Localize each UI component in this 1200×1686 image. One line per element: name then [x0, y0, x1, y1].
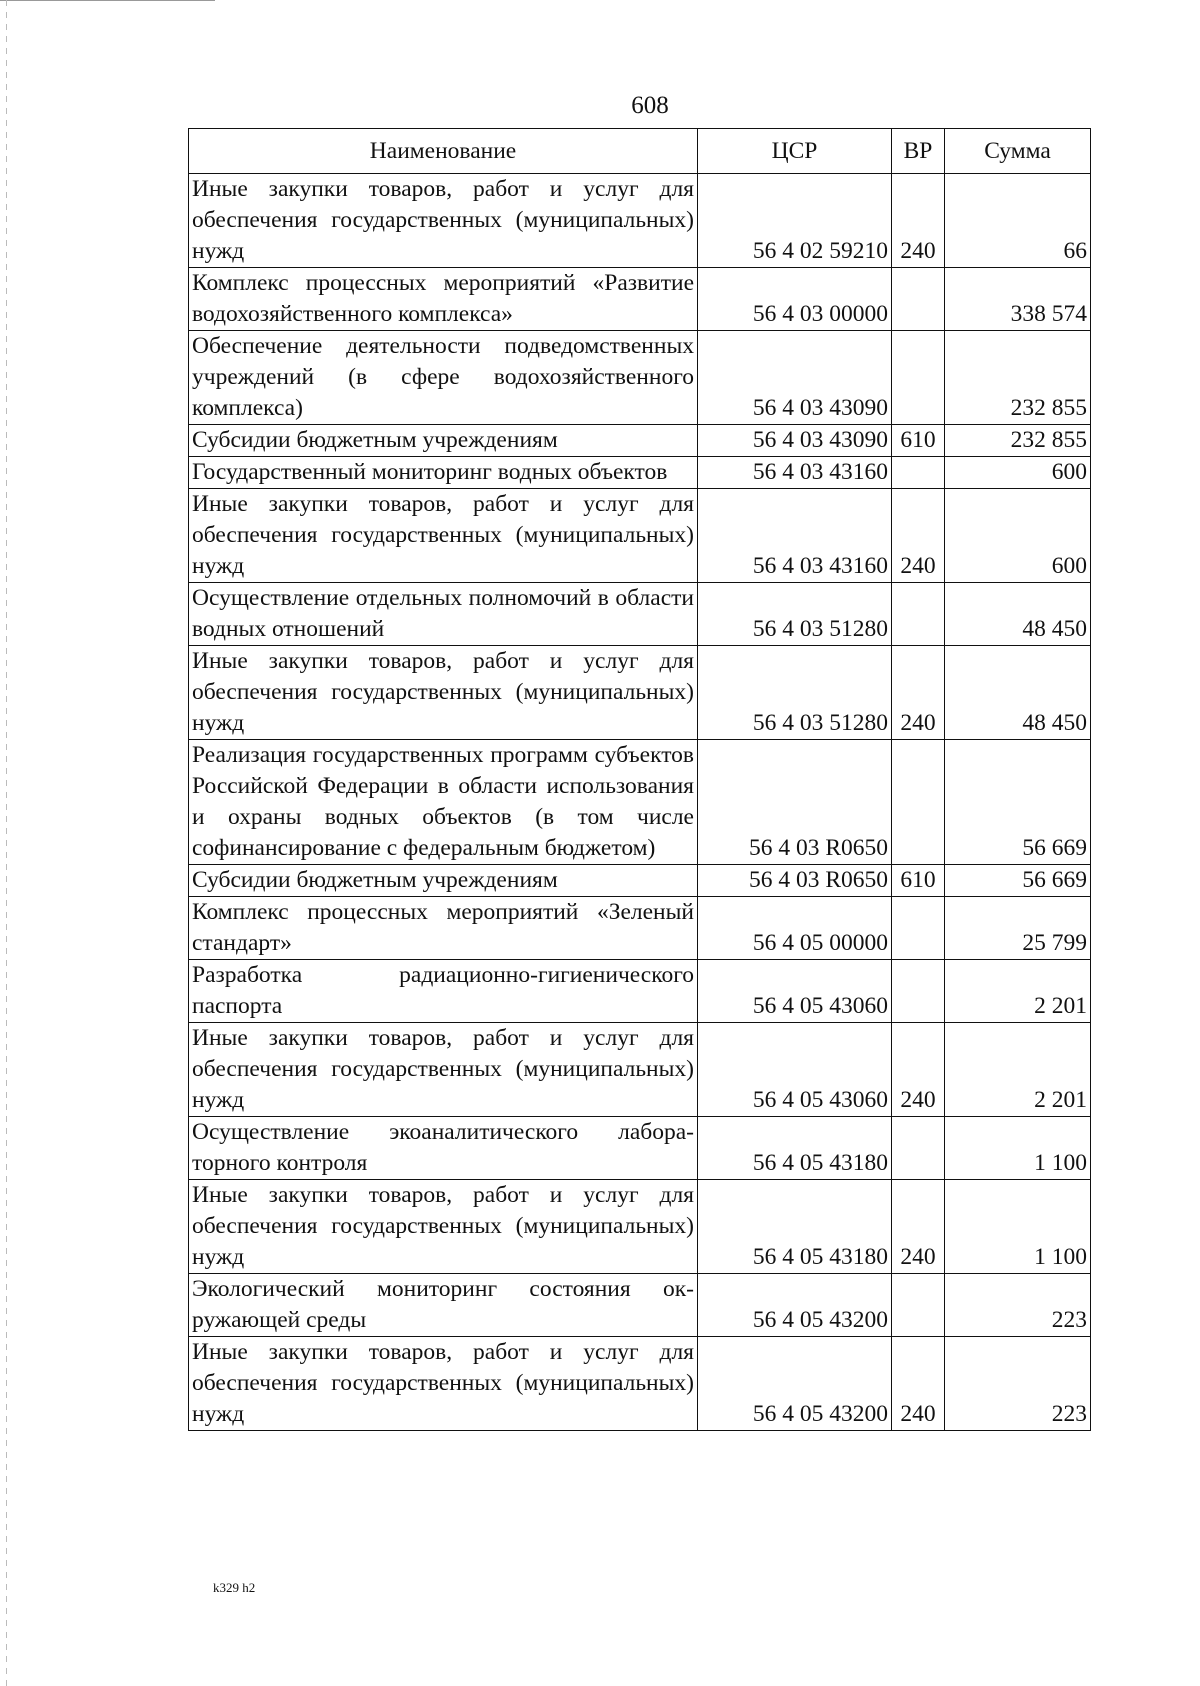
cell-vr — [892, 960, 945, 1023]
cell-sum: 2 201 — [945, 1023, 1091, 1117]
cell-name: Осуществление отдельных полномочий в области водных отношений — [189, 583, 698, 646]
cell-csr: 56 4 02 59210 — [698, 174, 892, 268]
cell-csr: 56 4 03 R0650 — [698, 865, 892, 897]
budget-table — [188, 128, 1091, 1431]
cell-csr: 56 4 03 43090 — [698, 331, 892, 425]
cell-csr: 56 4 03 R0650 — [698, 740, 892, 865]
cell-csr: 56 4 03 51280 — [698, 646, 892, 740]
cell-name: Разработка радиационно-гигиенического паспорта — [189, 960, 698, 1023]
cell-sum: 56 669 — [945, 740, 1091, 865]
table-row — [189, 425, 1091, 457]
table-row — [189, 1117, 1091, 1180]
table-row — [189, 1274, 1091, 1337]
table-body — [189, 174, 1091, 1431]
cell-name: Иные закупки товаров, работ и услуг для обеспечения государственных (муниципальных) нужд — [189, 1023, 698, 1117]
cell-name: Субсидии бюджетным учреждениям — [189, 425, 698, 457]
cell-name: Комплекс процессных мероприятий «Развитие водохозяйственного комплекса» — [189, 268, 698, 331]
cell-vr — [892, 457, 945, 489]
table-row — [189, 646, 1091, 740]
cell-sum: 1 100 — [945, 1180, 1091, 1274]
cell-vr — [892, 740, 945, 865]
header-name: Наименование — [189, 129, 698, 174]
cell-sum: 2 201 — [945, 960, 1091, 1023]
cell-csr: 56 4 03 43160 — [698, 457, 892, 489]
table-row — [189, 897, 1091, 960]
footer-code: k329 h2 — [213, 1580, 256, 1595]
cell-vr: 240 — [892, 174, 945, 268]
cell-vr: 240 — [892, 646, 945, 740]
cell-vr: 240 — [892, 1337, 945, 1431]
cell-vr — [892, 331, 945, 425]
cell-sum: 338 574 — [945, 268, 1091, 331]
cell-sum: 232 855 — [945, 425, 1091, 457]
cell-vr — [892, 897, 945, 960]
table-row — [189, 1337, 1091, 1431]
table-row — [189, 960, 1091, 1023]
cell-vr — [892, 1274, 945, 1337]
cell-sum: 232 855 — [945, 331, 1091, 425]
header-row — [189, 129, 1091, 174]
cell-sum: 600 — [945, 457, 1091, 489]
cell-vr: 240 — [892, 1023, 945, 1117]
cell-vr — [892, 268, 945, 331]
cell-sum: 66 — [945, 174, 1091, 268]
table-row — [189, 1180, 1091, 1274]
header-csr: ЦСР — [698, 129, 892, 174]
cell-name: Обеспечение деятельности подведомственных учреждений (в сфере водохозяйственного комплекса) — [189, 331, 698, 425]
cell-csr: 56 4 05 43060 — [698, 1023, 892, 1117]
cell-csr: 56 4 03 00000 — [698, 268, 892, 331]
table-row — [189, 740, 1091, 865]
cell-name: Комплекс процессных мероприятий «Зеленый стандарт» — [189, 897, 698, 960]
table-row — [189, 268, 1091, 331]
cell-csr: 56 4 05 43200 — [698, 1274, 892, 1337]
cell-name: Экологический мониторинг состояния окружающей среды — [189, 1274, 698, 1337]
cell-sum: 223 — [945, 1337, 1091, 1431]
cell-csr: 56 4 05 43060 — [698, 960, 892, 1023]
table-row — [189, 1023, 1091, 1117]
cell-vr — [892, 583, 945, 646]
cell-sum: 600 — [945, 489, 1091, 583]
cell-name: Иные закупки товаров, работ и услуг для обеспечения государственных (муниципальных) нужд — [189, 1180, 698, 1274]
cell-sum: 1 100 — [945, 1117, 1091, 1180]
cell-name: Иные закупки товаров, работ и услуг для обеспечения государственных (муниципальных) нужд — [189, 1337, 698, 1431]
cell-vr — [892, 1117, 945, 1180]
cell-name: Реализация государственных программ субъектов Российской Федерации в области использования и охраны водных объектов (в том числе софинансирование с федеральным бюджетом) — [189, 740, 698, 865]
cell-name: Осуществление экоаналитического лабораторного контроля — [189, 1117, 698, 1180]
table-row — [189, 489, 1091, 583]
cell-csr: 56 4 03 43160 — [698, 489, 892, 583]
table-row — [189, 865, 1091, 897]
budget-table-container — [188, 128, 1091, 1431]
cell-csr: 56 4 03 43090 — [698, 425, 892, 457]
cell-csr: 56 4 05 43180 — [698, 1117, 892, 1180]
cell-csr: 56 4 03 51280 — [698, 583, 892, 646]
cell-vr: 610 — [892, 865, 945, 897]
header-vr: ВР — [892, 129, 945, 174]
table-row — [189, 457, 1091, 489]
cell-vr: 240 — [892, 489, 945, 583]
cell-name: Иные закупки товаров, работ и услуг для обеспечения государственных (муниципальных) нужд — [189, 646, 698, 740]
cell-vr: 610 — [892, 425, 945, 457]
cell-sum: 25 799 — [945, 897, 1091, 960]
cell-csr: 56 4 05 43180 — [698, 1180, 892, 1274]
table-row — [189, 331, 1091, 425]
table-row — [189, 583, 1091, 646]
cell-name: Иные закупки товаров, работ и услуг для обеспечения государственных (муниципальных) нужд — [189, 174, 698, 268]
table-header — [189, 129, 1091, 174]
cell-csr: 56 4 05 43200 — [698, 1337, 892, 1431]
cell-sum: 48 450 — [945, 583, 1091, 646]
scan-margin-line — [6, 0, 7, 1686]
page-number: 608 — [631, 92, 669, 119]
cell-sum: 48 450 — [945, 646, 1091, 740]
cell-sum: 223 — [945, 1274, 1091, 1337]
cell-vr: 240 — [892, 1180, 945, 1274]
cell-name: Субсидии бюджетным учреждениям — [189, 865, 698, 897]
scan-top-edge — [0, 0, 215, 1]
cell-name: Иные закупки товаров, работ и услуг для обеспечения государственных (муниципальных) нужд — [189, 489, 698, 583]
cell-sum: 56 669 — [945, 865, 1091, 897]
cell-name: Государственный мониторинг водных объектов — [189, 457, 698, 489]
header-sum: Сумма — [945, 129, 1091, 174]
cell-csr: 56 4 05 00000 — [698, 897, 892, 960]
table-row — [189, 174, 1091, 268]
